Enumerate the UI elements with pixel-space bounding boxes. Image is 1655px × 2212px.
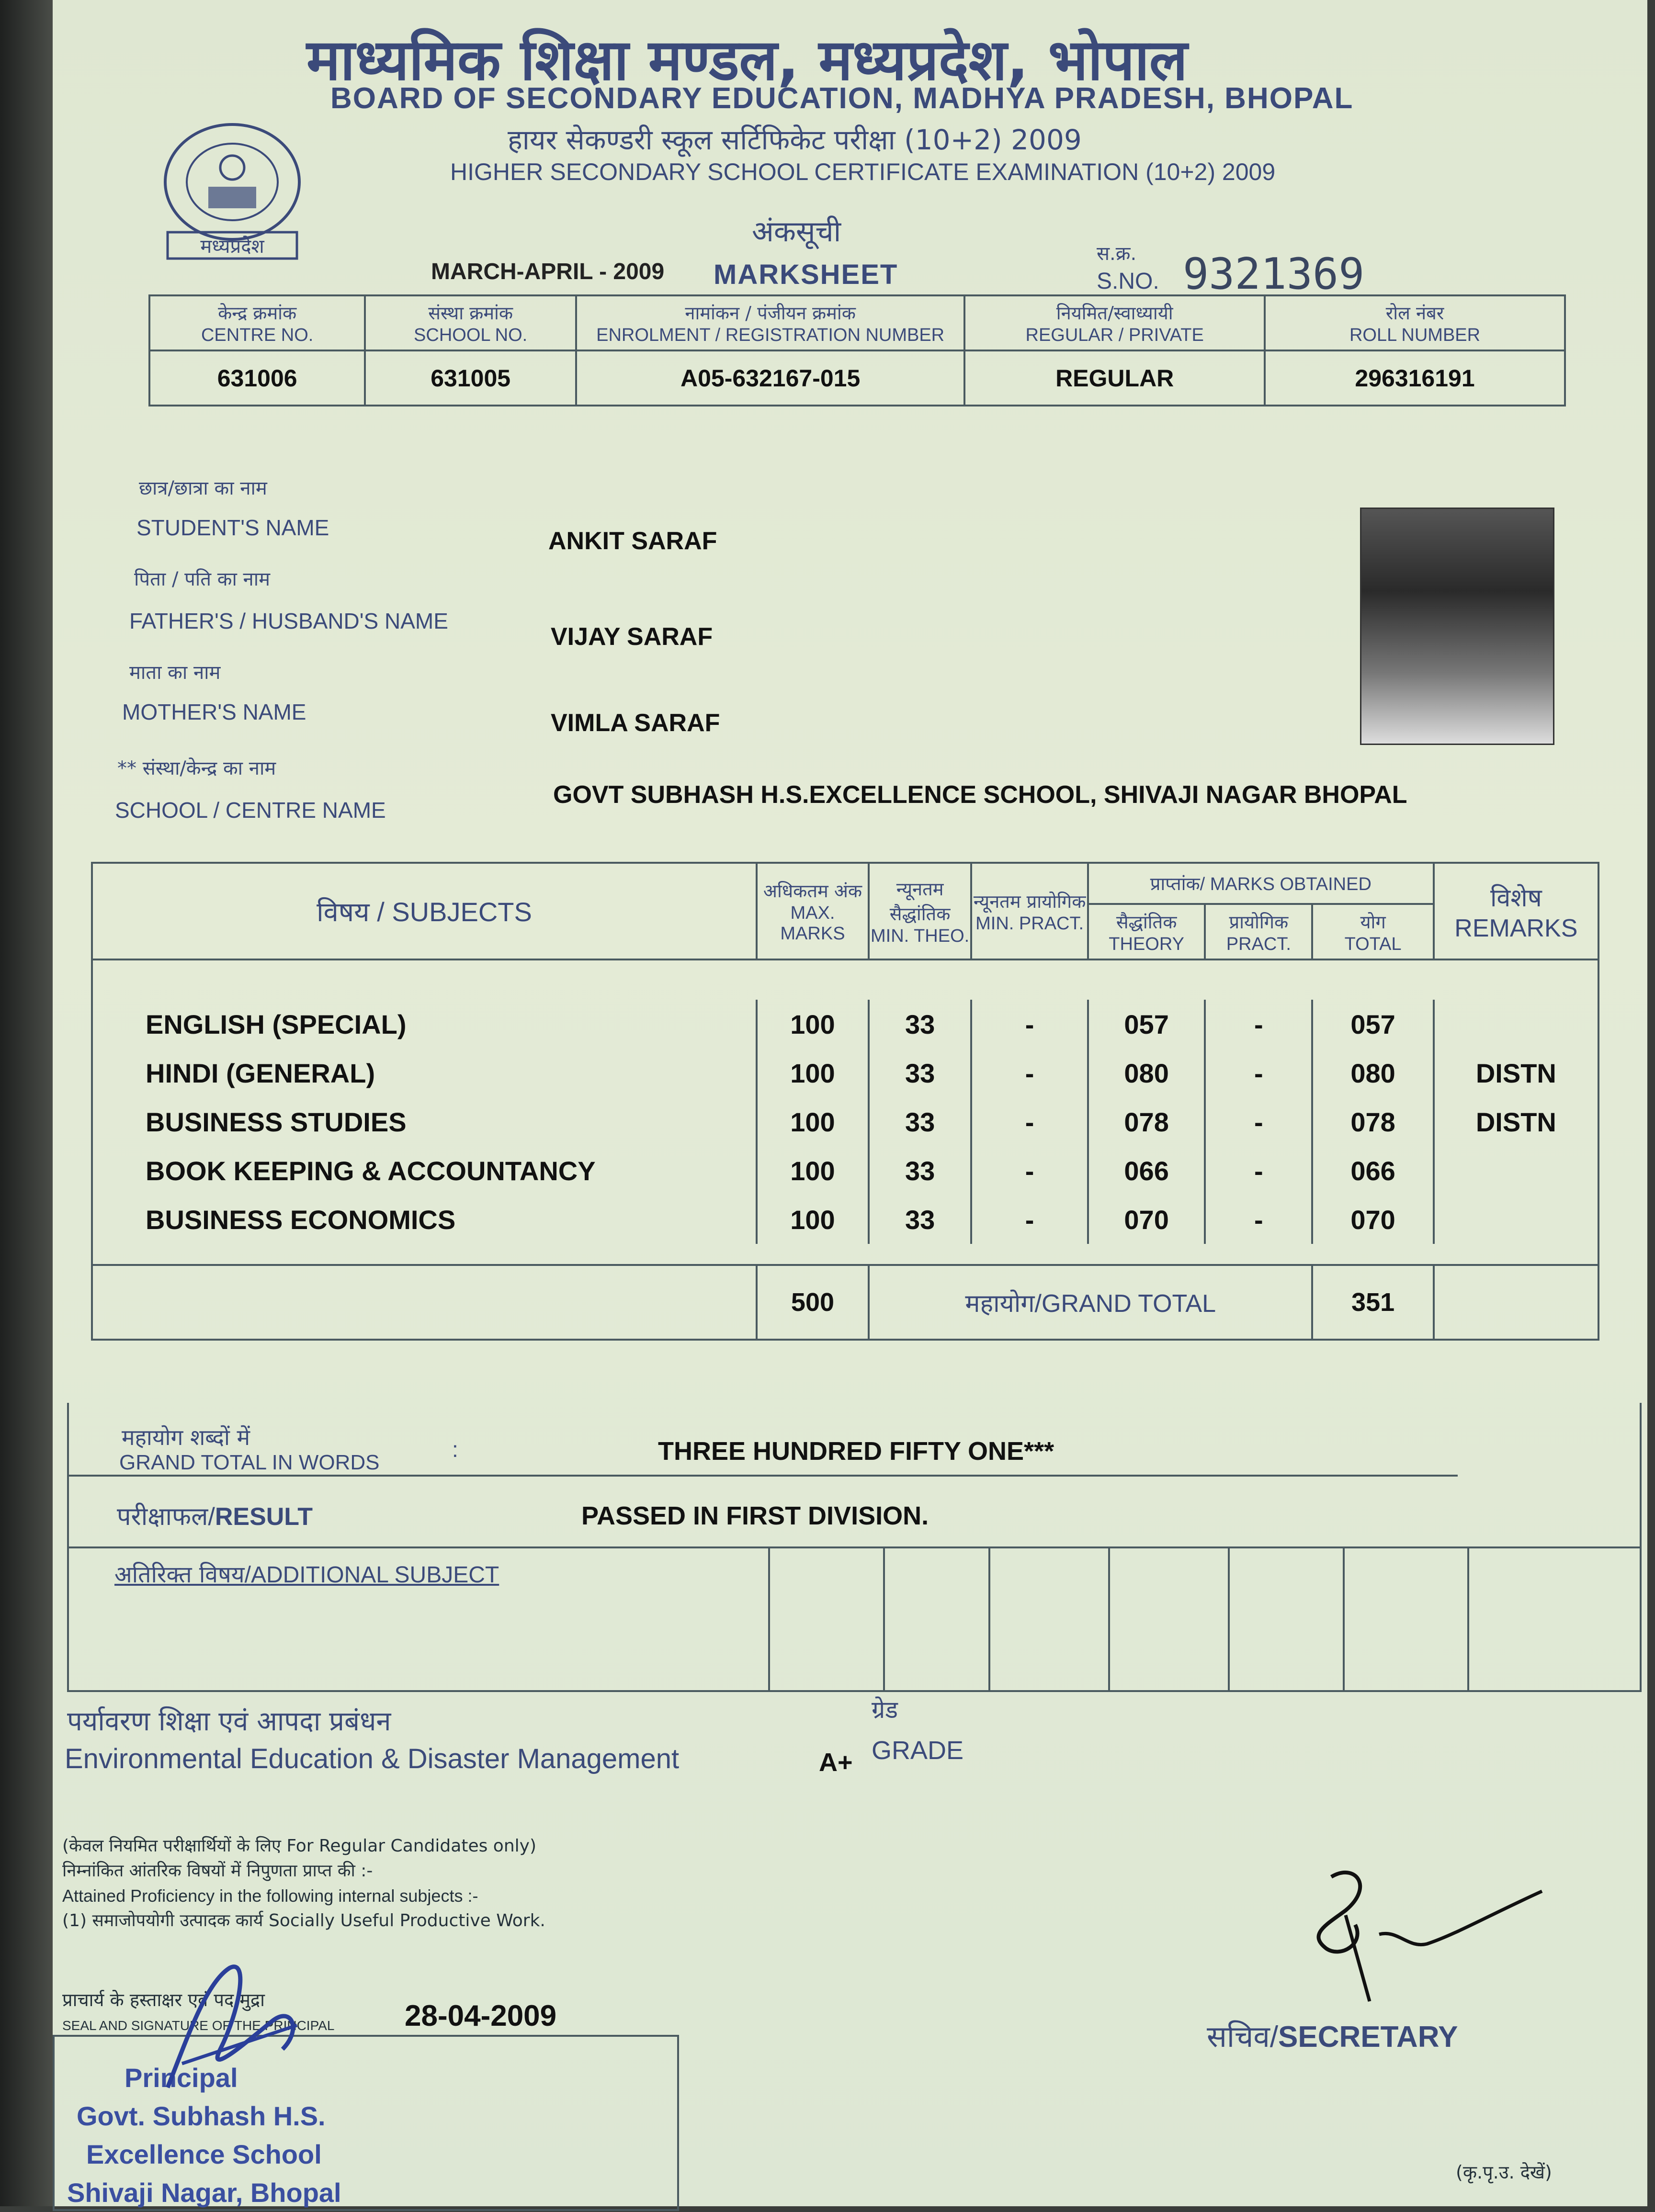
exam-title-english: HIGHER SECONDARY SCHOOL CERTIFICATE EXAMINATION (10+2) 2009 — [450, 158, 1276, 185]
grand-total-label-hindi: महायोग — [965, 1289, 1035, 1318]
table-row — [92, 1097, 1598, 1146]
mother-name-label-hindi: माता का नाम — [129, 662, 221, 684]
env-education-label: Environmental Education & Disaster Management — [65, 1743, 680, 1774]
min-theory: 33 — [869, 1195, 971, 1244]
status-label-hindi: नियमित/स्वाध्यायी — [1056, 303, 1173, 324]
marksheet-title-hindi: अंकसूची — [752, 215, 841, 248]
school-number: 631005 — [365, 350, 576, 406]
grand-total-value: 351 — [1312, 1265, 1433, 1340]
additional-subject-label: ADDITIONAL SUBJECT — [250, 1562, 499, 1588]
board-title-hindi: माध्यमिक शिक्षा मण्डल, मध्यप्रदेश, भोपाल — [306, 27, 1188, 93]
stamp-line: Govt. Subhash H.S. — [77, 2101, 326, 2131]
marksheet-title: MARKSHEET — [714, 259, 898, 290]
see-overleaf-note: (कृ.पृ.उ. देखें) — [1456, 2162, 1552, 2183]
practical-marks: - — [1205, 1195, 1312, 1244]
total-header: TOTAL — [1344, 934, 1402, 954]
total-marks: 078 — [1312, 1097, 1433, 1146]
practical-marks: - — [1205, 1146, 1312, 1195]
min-theo-header: MIN. THEO. — [871, 925, 970, 946]
marksheet-document: मध्यप्रदेश माध्यमिक शिक्षा मण्डल, मध्यप्रदेश, भोपाल BOARD OF SECONDARY EDUCATION, MADHYA PRADESH, BHOPAL हायर सेकण्डरी स्कूल सर्टिफिकेट परीक्षा (10+2) 2009 HIGHER SECONDARY SCHOOL CERTIFICATE EXAMINATION (10+2) 2009 अंकसूची MARCH-APRIL - 2009 MARKSHEET स.क्र. S.NO. 9321369 केन्द्र क्रमांक CENTRE NO. संस्था क्रमांक SCHOOL NO. नामांकन / पंजीयन क्रमांक ENROLMENT / REGISTRATION NUMBER नियमित/स्वाध्यायी REGULAR / PRIVATE रोल नंबर ROLL NUMBER 631006 631005 A05-632167-015 REGULAR 296316191 छात्र/छात्रा का नाम STUDENT'S NAME ANKIT SARAF पिता / पति का नाम FATHER'S / HUSBAND'S NAME VIJAY SARAF माता का नाम MOTHER'S NAME VIMLA SARAF ** संस्था/केन्द्र का नाम SCHOOL / CENTRE NAME GOVT SUBHASH H.S.EXCELLENCE SCHOOL, SHIVAJI NAGAR BHOPAL विषय / SUBJECTS अधिकतम अंक MAX. MARKS न्यूनतम सैद्धांतिक MIN. THEO. न्यूनतम प्रायोगिक MIN. PRACT. प्राप्तांक/ MARKS OBTAINED विशेष REMARKS सैद्धांतिक THEORY प्रायोगिक PRACT. योग TOTAL ENGLISH (SPECIAL) 100 33 - 057 - 057 HINDI (GENERAL) 100 33 - 080 - 080 DISTN BUSINESS STUDIES 100 33 - 078 - 078 DISTN BOOK KEEPING & ACCOUNTANCY 100 33 - 066 - 066 BUSINESS ECONOMICS 100 33 - 070 - 070 500 महायोग/GRAND TOTAL 351 महायोग शब्दों में GRAND TOTAL IN WORDS : THREE HUNDRED FIFTY ONE*** परीक्षाफल/RESULT PASSED IN FIRST DIVISION. अतिरिक्त विषय/ADDITIONAL SUBJECT पर्यावरण शिक्षा एवं आपदा प्रबंधन Environmental Education & Disaster Management A+ ग्रेड GRADE (केवल नियमित परीक्षार्थियों के लिए For Regular Candidates only) निम्नांकित आंतरिक विषयों में निपुणता प्राप्त की :- Attained Proficiency in the following internal subjects :- (1) समाजोपयोगी उत्पादक कार्य Socially Useful Productive Work. प्राचार्य के हस्ताक्षर एवं पद मुद्रा SEAL AND SIGNATURE OF THE PRINCIPAL 28-04-2009 Principal Govt. Subhash H.S. Excellence School Shivaji Nagar, Bhopal सचिव/SECRETARY (कृ.पृ.उ. देखें) — [53, 0, 1647, 2206]
max-marks: 100 — [757, 1146, 869, 1195]
principal-seal-label: SEAL AND SIGNATURE OF THE PRINCIPAL — [62, 2018, 335, 2033]
max-marks: 100 — [757, 1000, 869, 1049]
mother-name: VIMLA SARAF — [551, 709, 720, 737]
stamp-line: Shivaji Nagar, Bhopal — [67, 2178, 341, 2208]
theory-header: THEORY — [1109, 934, 1184, 954]
words-label: GRAND TOTAL IN WORDS — [119, 1451, 380, 1474]
seal-text: मध्यप्रदेश — [200, 236, 264, 258]
min-practical: - — [971, 1097, 1088, 1146]
table-row — [92, 1000, 1598, 1049]
theory-marks: 057 — [1088, 1000, 1205, 1049]
max-header-hindi: अधिकतम अंक — [763, 880, 862, 902]
school-label: SCHOOL NO. — [414, 325, 528, 345]
mother-name-label: MOTHER'S NAME — [122, 700, 306, 724]
min-theory: 33 — [869, 1049, 971, 1097]
candidate-status: REGULAR — [964, 350, 1265, 406]
serial-label: S.NO. — [1097, 269, 1159, 294]
father-name-label: FATHER'S / HUSBAND'S NAME — [129, 609, 448, 633]
board-title-english: BOARD OF SECONDARY EDUCATION, MADHYA PRADESH, BHOPAL — [330, 82, 1354, 115]
theory-marks: 080 — [1088, 1049, 1205, 1097]
grade-label: GRADE — [872, 1736, 964, 1765]
env-education-label-hindi: पर्यावरण शिक्षा एवं आपदा प्रबंधन — [67, 1706, 391, 1737]
remarks-header-hindi: विशेष — [1490, 883, 1542, 913]
env-grade: A+ — [819, 1748, 853, 1777]
stamp-line: Excellence School — [86, 2139, 322, 2169]
remarks — [1434, 1146, 1598, 1195]
remarks-header: REMARKS — [1454, 914, 1578, 942]
exam-title-hindi: हायर सेकण्डरी स्कूल सर्टिफिकेट परीक्षा (10+2) 2009 — [508, 124, 1082, 156]
table-row — [92, 1195, 1598, 1244]
note-line: निम्नांकित आंतरिक विषयों में निपुणता प्राप्त की :- — [62, 1861, 373, 1881]
min-practical: - — [971, 1146, 1088, 1195]
total-marks: 066 — [1312, 1146, 1433, 1195]
max-marks: 100 — [757, 1195, 869, 1244]
remarks: DISTN — [1434, 1097, 1598, 1146]
note-line: Attained Proficiency in the following internal subjects :- — [62, 1886, 478, 1906]
subjects-header: SUBJECTS — [392, 897, 532, 927]
secretary-signature-icon — [1274, 1858, 1571, 2011]
words-label-hindi: महायोग शब्दों में — [122, 1424, 250, 1450]
result-label: RESULT — [215, 1503, 313, 1531]
remarks: DISTN — [1434, 1049, 1598, 1097]
student-name-label-hindi: छात्र/छात्रा का नाम — [139, 477, 267, 499]
min-theory: 33 — [869, 1000, 971, 1049]
internal-subjects-note — [62, 1834, 545, 1933]
result-section: महायोग शब्दों में GRAND TOTAL IN WORDS : THREE HUNDRED FIFTY ONE*** परीक्षाफल/RESULT PASSED IN FIRST DIVISION. अतिरिक्त विषय/ADDITIONAL SUBJECT — [67, 1403, 1642, 1692]
issue-date: 28-04-2009 — [405, 1999, 557, 2032]
centre-number: 631006 — [149, 350, 365, 406]
result-label-hindi: परीक्षाफल — [117, 1502, 208, 1531]
table-row — [92, 1146, 1598, 1195]
father-name-label-hindi: पिता / पति का नाम — [134, 568, 271, 590]
total-marks: 070 — [1312, 1195, 1433, 1244]
serial-number: 9321369 — [1183, 249, 1365, 299]
additional-subject-label-hindi: अतिरिक्त विषय — [114, 1561, 245, 1588]
min-practical: - — [971, 1195, 1088, 1244]
enrolment-number: A05-632167-015 — [576, 350, 964, 406]
min-practical: - — [971, 1049, 1088, 1097]
subject-name: BOOK KEEPING & ACCOUNTANCY — [92, 1146, 757, 1195]
grade-label-hindi: ग्रेड — [872, 1696, 898, 1724]
secretary-label-hindi: सचिव — [1207, 2019, 1270, 2054]
min-practical: - — [971, 1000, 1088, 1049]
school-name-label-hindi: ** संस्था/केन्द्र का नाम — [117, 757, 276, 779]
grand-total-words: THREE HUNDRED FIFTY ONE*** — [658, 1437, 1054, 1466]
subject-name: BUSINESS STUDIES — [92, 1097, 757, 1146]
marks-table: विषय / SUBJECTS अधिकतम अंक MAX. MARKS न्यूनतम सैद्धांतिक MIN. THEO. न्यूनतम प्रायोगिक MIN. PRACT. प्राप्तांक/ MARKS OBTAINED विशेष REMARKS सैद्धांतिक THEORY प्रायोगिक PRACT. योग TOTAL ENGLISH (SPECIAL) 100 33 - 057 - 057 HINDI (GENERAL) 100 33 - 080 - 080 DISTN BUSINESS STUDIES 100 33 - 078 - 078 DISTN BOOK KEEPING & ACCOUNTANCY 100 33 - 066 - 066 BUSINESS ECONOMICS 100 33 - 070 - 070 500 महायोग/GRAND TOTAL 351 — [91, 862, 1599, 1341]
school-name-label: SCHOOL / CENTRE NAME — [115, 798, 386, 823]
min-theory: 33 — [869, 1146, 971, 1195]
status-label: REGULAR / PRIVATE — [1025, 325, 1204, 345]
school-label-hindi: संस्था क्रमांक — [428, 303, 513, 324]
theory-marks: 070 — [1088, 1195, 1205, 1244]
max-header: MAX. MARKS — [780, 903, 845, 944]
remarks — [1434, 1195, 1598, 1244]
min-theory: 33 — [869, 1097, 971, 1146]
subject-name: ENGLISH (SPECIAL) — [92, 1000, 757, 1049]
centre-label-hindi: केन्द्र क्रमांक — [218, 303, 297, 324]
obtained-header: MARKS OBTAINED — [1210, 874, 1372, 894]
grand-max-marks: 500 — [757, 1265, 869, 1340]
practical-marks: - — [1205, 1049, 1312, 1097]
remarks — [1434, 1000, 1598, 1049]
father-name: VIJAY SARAF — [551, 623, 713, 651]
principal-signature-icon — [139, 1953, 330, 2107]
min-pract-header: MIN. PRACT. — [975, 913, 1084, 934]
theory-marks: 078 — [1088, 1097, 1205, 1146]
min-pract-header-hindi: न्यूनतम प्रायोगिक — [973, 891, 1086, 912]
grand-total-label: GRAND TOTAL — [1041, 1289, 1216, 1318]
enrolment-label: ENROLMENT / REGISTRATION NUMBER — [596, 325, 945, 345]
total-marks: 080 — [1312, 1049, 1433, 1097]
practical-marks: - — [1205, 1097, 1312, 1146]
theory-marks: 066 — [1088, 1146, 1205, 1195]
secretary-label: SECRETARY — [1278, 2020, 1458, 2054]
total-header-hindi: योग — [1360, 911, 1386, 933]
roll-label: ROLL NUMBER — [1349, 325, 1481, 345]
result-value: PASSED IN FIRST DIVISION. — [581, 1501, 929, 1530]
max-marks: 100 — [757, 1049, 869, 1097]
theory-header-hindi: सैद्धांतिक — [1116, 911, 1177, 933]
exam-period: MARCH-APRIL - 2009 — [431, 259, 665, 284]
stamp-line: Principal — [125, 2063, 238, 2093]
pract-header-hindi: प्रायोगिक — [1229, 911, 1289, 933]
min-theo-header-hindi: न्यूनतम सैद्धांतिक — [889, 878, 951, 925]
practical-marks: - — [1205, 1000, 1312, 1049]
subject-name: BUSINESS ECONOMICS — [92, 1195, 757, 1244]
total-marks: 057 — [1312, 1000, 1433, 1049]
note-line: (1) समाजोपयोगी उत्पादक कार्य Socially Useful Productive Work. — [62, 1911, 545, 1930]
note-line: (केवल नियमित परीक्षार्थियों के लिए For Regular Candidates only) — [62, 1836, 536, 1856]
centre-label: CENTRE NO. — [201, 325, 314, 345]
student-photo — [1360, 508, 1554, 745]
board-seal-icon — [153, 120, 311, 263]
enrolment-label-hindi: नामांकन / पंजीयन क्रमांक — [685, 303, 856, 324]
roll-label-hindi: रोल नंबर — [1385, 303, 1444, 324]
roll-number: 296316191 — [1265, 350, 1565, 406]
student-name: ANKIT SARAF — [548, 527, 717, 555]
max-marks: 100 — [757, 1097, 869, 1146]
subjects-header-hindi: विषय — [317, 897, 370, 928]
binder-edge — [0, 0, 53, 2206]
school-name: GOVT SUBHASH H.S.EXCELLENCE SCHOOL, SHIVAJI NAGAR BHOPAL — [553, 781, 1407, 809]
subject-name: HINDI (GENERAL) — [92, 1049, 757, 1097]
serial-label-hindi: स.क्र. — [1097, 243, 1137, 265]
student-name-label: STUDENT'S NAME — [136, 515, 329, 540]
table-row — [92, 1049, 1598, 1097]
obtained-header-hindi: प्राप्तांक — [1150, 873, 1200, 894]
pract-header: PRACT. — [1226, 934, 1291, 954]
candidate-info-table — [148, 294, 1566, 406]
principal-seal-label-hindi: प्राचार्य के हस्ताक्षर एवं पद मुद्रा — [62, 1989, 265, 2010]
